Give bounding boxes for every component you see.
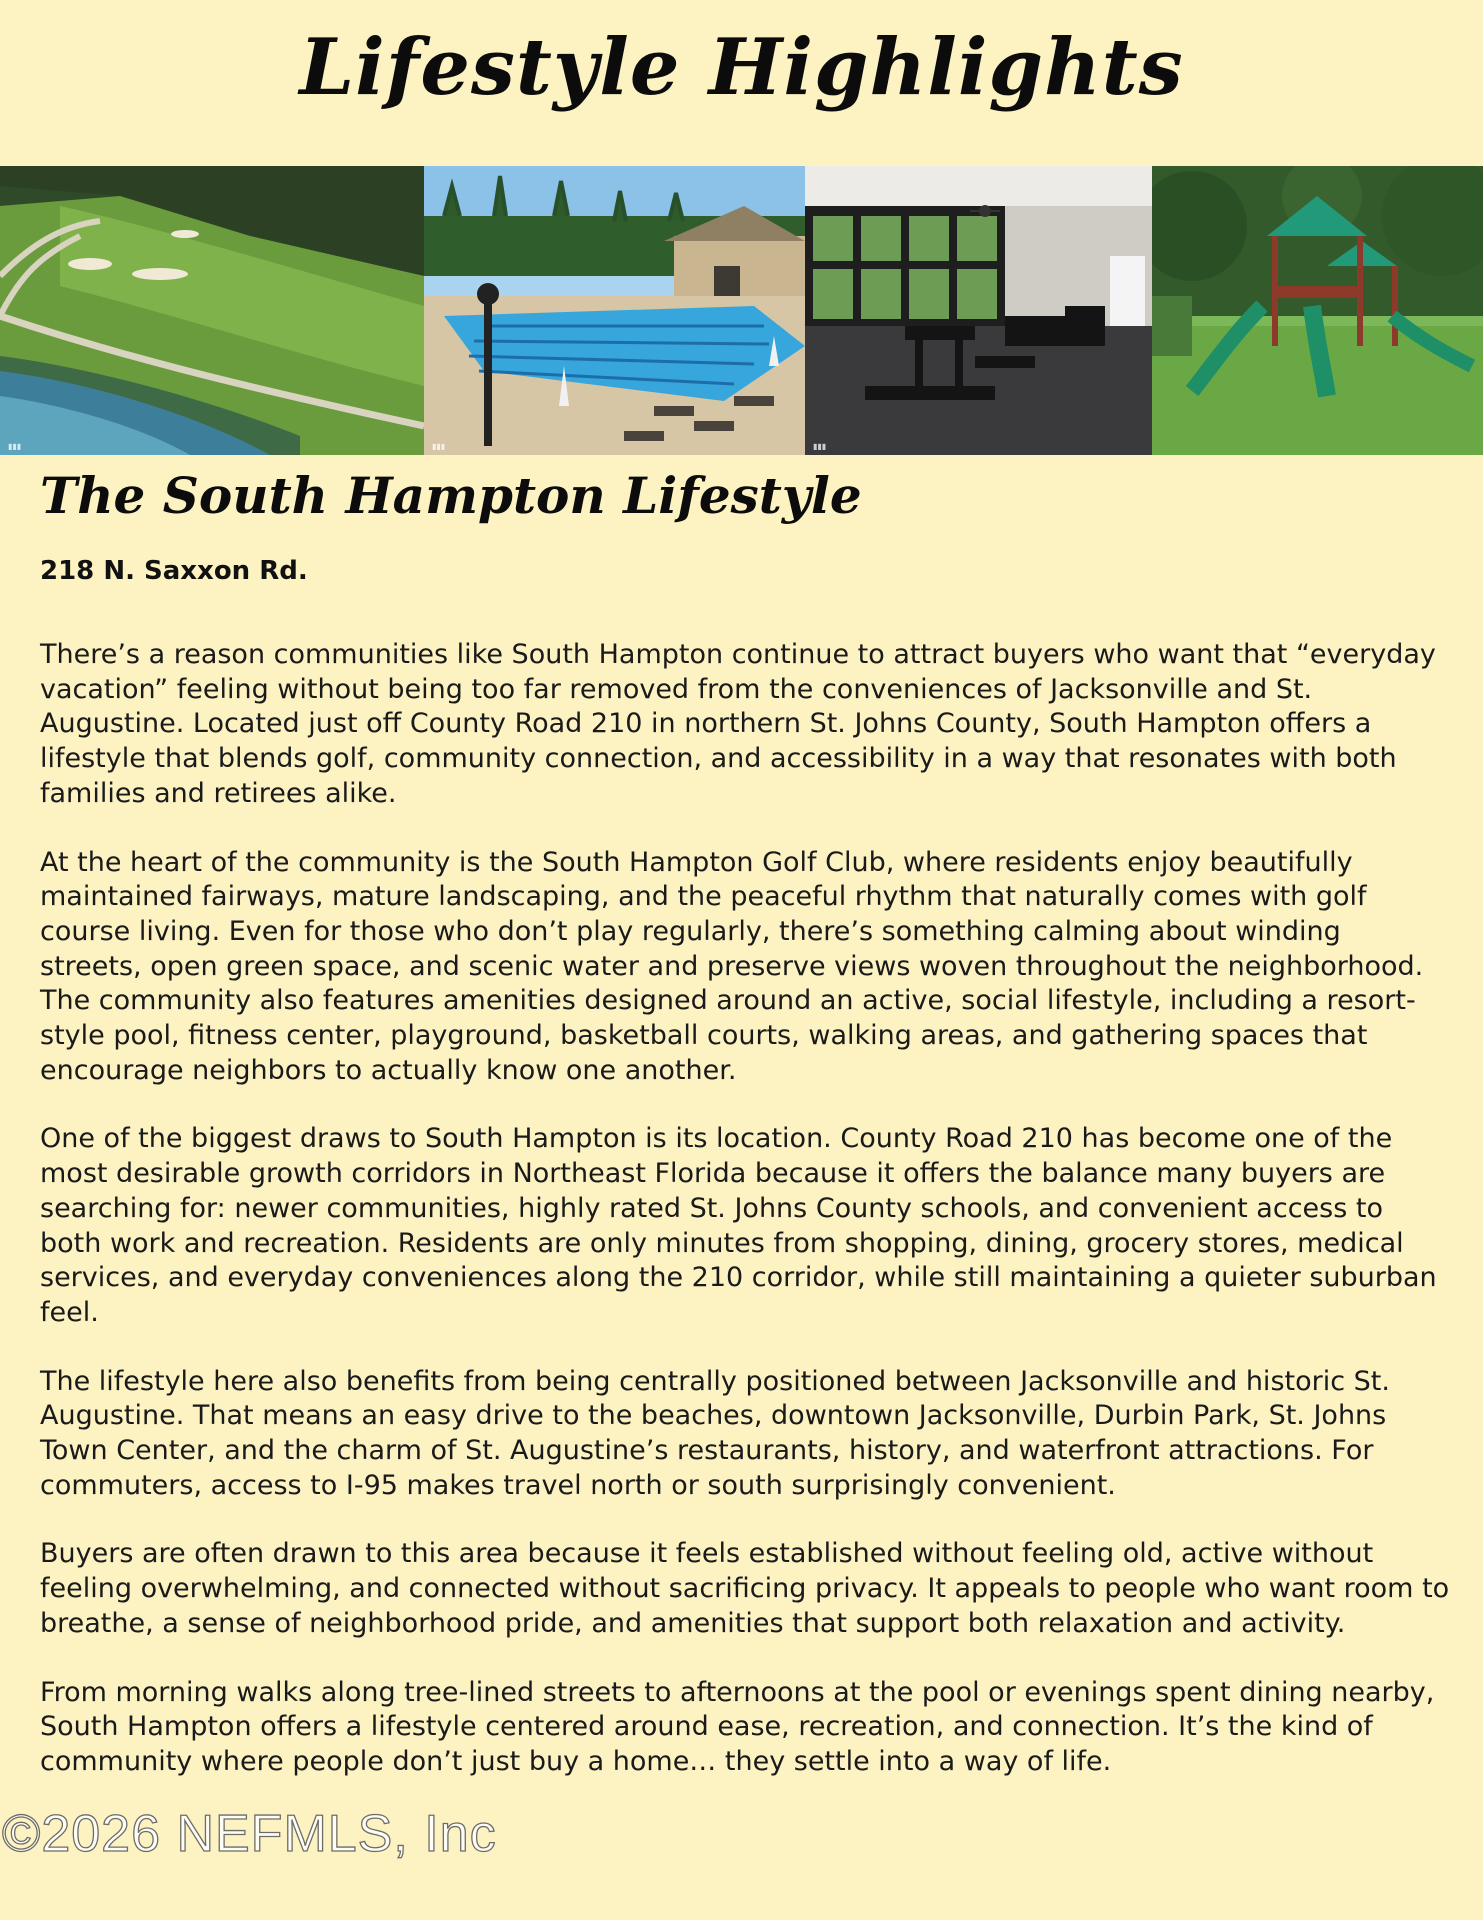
paragraph: There’s a reason communities like South Hampton continue to attract buyers who want that “everyday vacation” feeling without being too far removed from the conveniences of Jacksonville and St. Augustine. Located just off County Road 210 in northern St. Johns County, South Hampton offers a lifestyle that blends golf, community connection, and accessibility in a way that resonates with both families and retirees alike. [40,639,1436,809]
fitness-center-photo [805,166,1152,455]
page-title: Lifestyle Highlights [299,22,1184,113]
body-text [40,638,1450,1814]
playground-photo [1152,166,1483,455]
paragraph: Buyers are often drawn to this area because it feels established without feeling old, active without feeling overwhelming, and connected without sacrificing privacy. It appeals to people who want room to breathe, a sense of neighborhood pride, and amenities that support both relaxation and activity. [40,1538,1450,1639]
photo-watermark-mark: ▮▮▮ [813,442,827,451]
paragraph: At the heart of the community is the South Hampton Golf Club, where residents enjoy beautifully maintained fairways, mature landscaping, and the peaceful rhythm that naturally comes with golf course living. Even for those who don’t play regularly, there’s something calming about winding streets, open green space, and scenic water and preserve views woven throughout the neighborhood. The community also features amenities designed around an active, social lifestyle, including a resort-style pool, fitness center, playground, basketball courts, walking areas, and gathering spaces that encourage neighbors to actually know one another. [40,846,1424,1086]
photo-watermark-mark: ▮▮▮ [8,442,22,451]
paragraph: One of the biggest draws to South Hampton is its location. County Road 210 has become one of the most desirable growth corridors in Northeast Florida because it offers the balance many buyers are searching for: newer communities, highly rated St. Johns County schools, and convenient access to both work and recreation. Residents are only minutes from shopping, dining, grocery stores, medical services, and everyday conveniences along the 210 corridor, while still maintaining a quieter suburban feel. [40,1123,1437,1328]
paragraph: The lifestyle here also benefits from being centrally positioned between Jacksonville and historic St. Augustine. That means an easy drive to the beaches, downtown Jacksonville, Durbin Park, St. Johns Town Center, and the charm of St. Augustine’s restaurants, history, and waterfront attractions. For commuters, access to I-95 makes travel north or south surprisingly convenient. [40,1365,1390,1501]
copyright-watermark: ©2026 NEFMLS, Inc [2,1805,497,1863]
photo-strip [0,166,1483,455]
pool-photo [424,166,805,455]
golf-course-photo [0,166,424,455]
paragraph: From morning walks along tree-lined streets to afternoons at the pool or evenings spent dining nearby, South Hampton offers a lifestyle centered around ease, recreation, and connection. It’s the kind of community where people don’t just buy a home… they settle into a way of life. [40,1676,1435,1777]
section-title: The South Hampton Lifestyle [40,466,862,525]
photo-watermark-mark: ▮▮▮ [432,442,446,451]
property-address: 218 N. Saxxon Rd. [40,556,308,586]
